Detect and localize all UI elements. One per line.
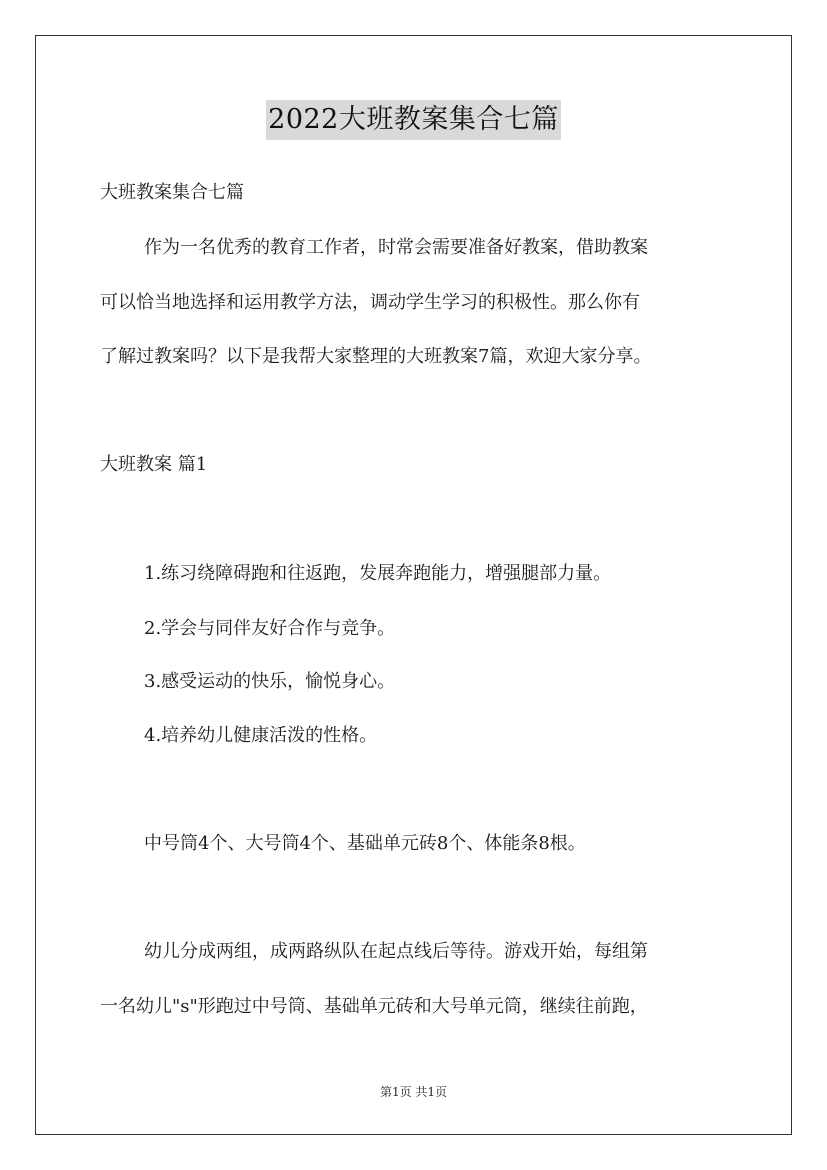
section-heading: 大班教案 篇1 — [100, 454, 208, 475]
process-line-1: 幼儿分成两组，成两路纵队在起点线后等待。游戏开始，每组第 — [144, 941, 648, 962]
goal-item-4: 4.培养幼儿健康活泼的性格。 — [144, 725, 378, 746]
intro-line-3: 了解过教案吗？以下是我帮大家整理的大班教案7篇，欢迎大家分享。 — [100, 346, 652, 367]
page-footer: 第1页 共1页 — [379, 1085, 448, 1099]
intro-line-2: 可以恰当地选择和运用教学方法，调动学生学习的积极性。那么你有 — [100, 292, 640, 313]
goal-item-1: 1.练习绕障碍跑和往返跑，发展奔跑能力，增强腿部力量。 — [144, 563, 612, 584]
intro-line-1: 作为一名优秀的教育工作者，时常会需要准备好教案，借助教案 — [144, 237, 648, 258]
title-container — [0, 100, 827, 140]
process-line-2: 一名幼儿"s"形跑过中号筒、基础单元砖和大号单元筒，继续往前跑， — [100, 996, 648, 1017]
document-title: 2022大班教案集合七篇 — [266, 100, 561, 140]
document-subtitle: 大班教案集合七篇 — [100, 182, 244, 203]
materials-line: 中号筒4个、大号筒4个、基础单元砖8个、体能条8根。 — [144, 833, 586, 854]
goal-item-2: 2.学会与同伴友好合作与竞争。 — [144, 618, 396, 639]
goal-item-3: 3.感受运动的快乐，愉悦身心。 — [144, 671, 396, 692]
